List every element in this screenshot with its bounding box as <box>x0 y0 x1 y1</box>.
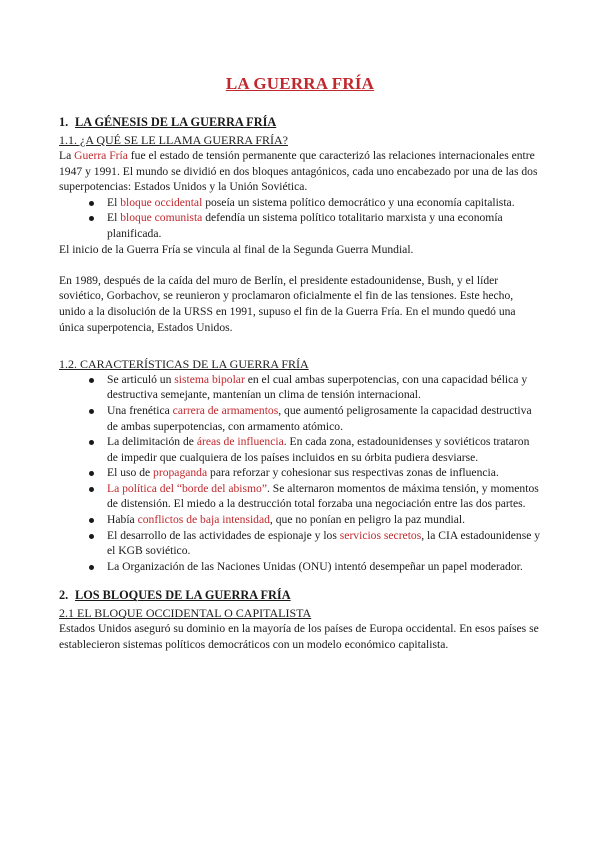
blocs-list <box>59 195 541 242</box>
section-2-title: LOS BLOQUES DE LA GUERRA FRÍA <box>75 588 291 603</box>
list-item: Una frenética carrera de armamentos, que aumentó peligrosamente la capacidad destructiva de ambas superpotencias, con armamento atómico. <box>59 403 541 434</box>
list-item: El bloque occidental poseía un sistema político democrático y una economía capitalista. <box>59 195 541 211</box>
section-2-heading <box>59 587 541 603</box>
subsection-1-1-paragraph-2: El inicio de la Guerra Fría se vincula al final de la Segunda Guerra Mundial. <box>59 242 414 256</box>
list-item: La Organización de las Naciones Unidas (ONU) intentó desempeñar un papel moderador. <box>59 559 541 575</box>
list-item: La política del “borde del abismo”. Se alternaron momentos de máxima tensión, y momentos de distensión. El miedo a la destrucción total forzaba una negociación entre las dos partes. <box>59 481 541 512</box>
list-item: El bloque comunista defendía un sistema político totalitario marxista y una economía planificada. <box>59 210 541 241</box>
section-1-heading <box>59 114 541 130</box>
section-2-number: 2. <box>59 588 69 603</box>
section-1-title: LA GÉNESIS DE LA GUERRA FRÍA <box>75 115 277 129</box>
list-item: El desarrollo de las actividades de espionaje y los servicios secretos, la CIA estadounidense y el KGB soviético. <box>59 528 541 559</box>
list-item: La delimitación de áreas de influencia. En cada zona, estadounidenses y soviéticos trataron de impedir que cualquiera de los países incluidos en su órbita pudiera desviarse. <box>59 434 541 465</box>
list-item: Se articuló un sistema bipolar en el cual ambas superpotencias, con una capacidad bélica y destructiva semejante, mantenían un clima de tensión internacional. <box>59 372 541 403</box>
subsection-2-1-heading: 2.1 EL BLOQUE OCCIDENTAL O CAPITALISTA <box>59 606 312 621</box>
list-item: El uso de propaganda para reforzar y cohesionar sus respectivas zonas de influencia. <box>59 465 541 481</box>
highlight-guerra-fria: Guerra Fría <box>74 149 128 162</box>
characteristics-list <box>59 372 541 575</box>
document-body <box>59 114 541 653</box>
subsection-1-1-paragraph-1: La Guerra Fría fue el estado de tensión permanente que caracterizó las relaciones internacionales entre 1947 y 1991. El mundo se dividió en dos bloques antagónicos, cada uno encabezado por una de las dos superpotencias: Estados Unidos y la Unión Soviética. <box>59 149 538 194</box>
subsection-1-2-heading: 1.2. CARACTERÍSTICAS DE LA GUERRA FRÍA <box>59 356 309 371</box>
list-item: Había conflictos de baja intensidad, que no ponían en peligro la paz mundial. <box>59 512 541 528</box>
section-1-number: 1. <box>59 115 69 129</box>
subsection-1-1-paragraph-3: En 1989, después de la caída del muro de Berlín, el presidente estadounidense, Bush, y el líder soviético, Gorbachov, se reunieron y proclamaron oficialmente el fin de las tensiones. Este hecho, unido a la disolución de la URSS en 1991, supuso el fin de la Guerra Fría. En el mundo quedó una única superpotencia, Estados Unidos. <box>59 273 516 334</box>
document-title: LA GUERRA FRÍA <box>225 74 375 93</box>
subsection-1-1-heading: 1.1. ¿A QUÉ SE LE LLAMA GUERRA FRÍA? <box>59 133 288 147</box>
subsection-2-1-paragraph-1: Estados Unidos aseguró su dominio en la mayoría de los países de Europa occidental. En esos países se establecieron sistemas políticos democráticos con un modelo económico capitalista. <box>59 622 539 652</box>
